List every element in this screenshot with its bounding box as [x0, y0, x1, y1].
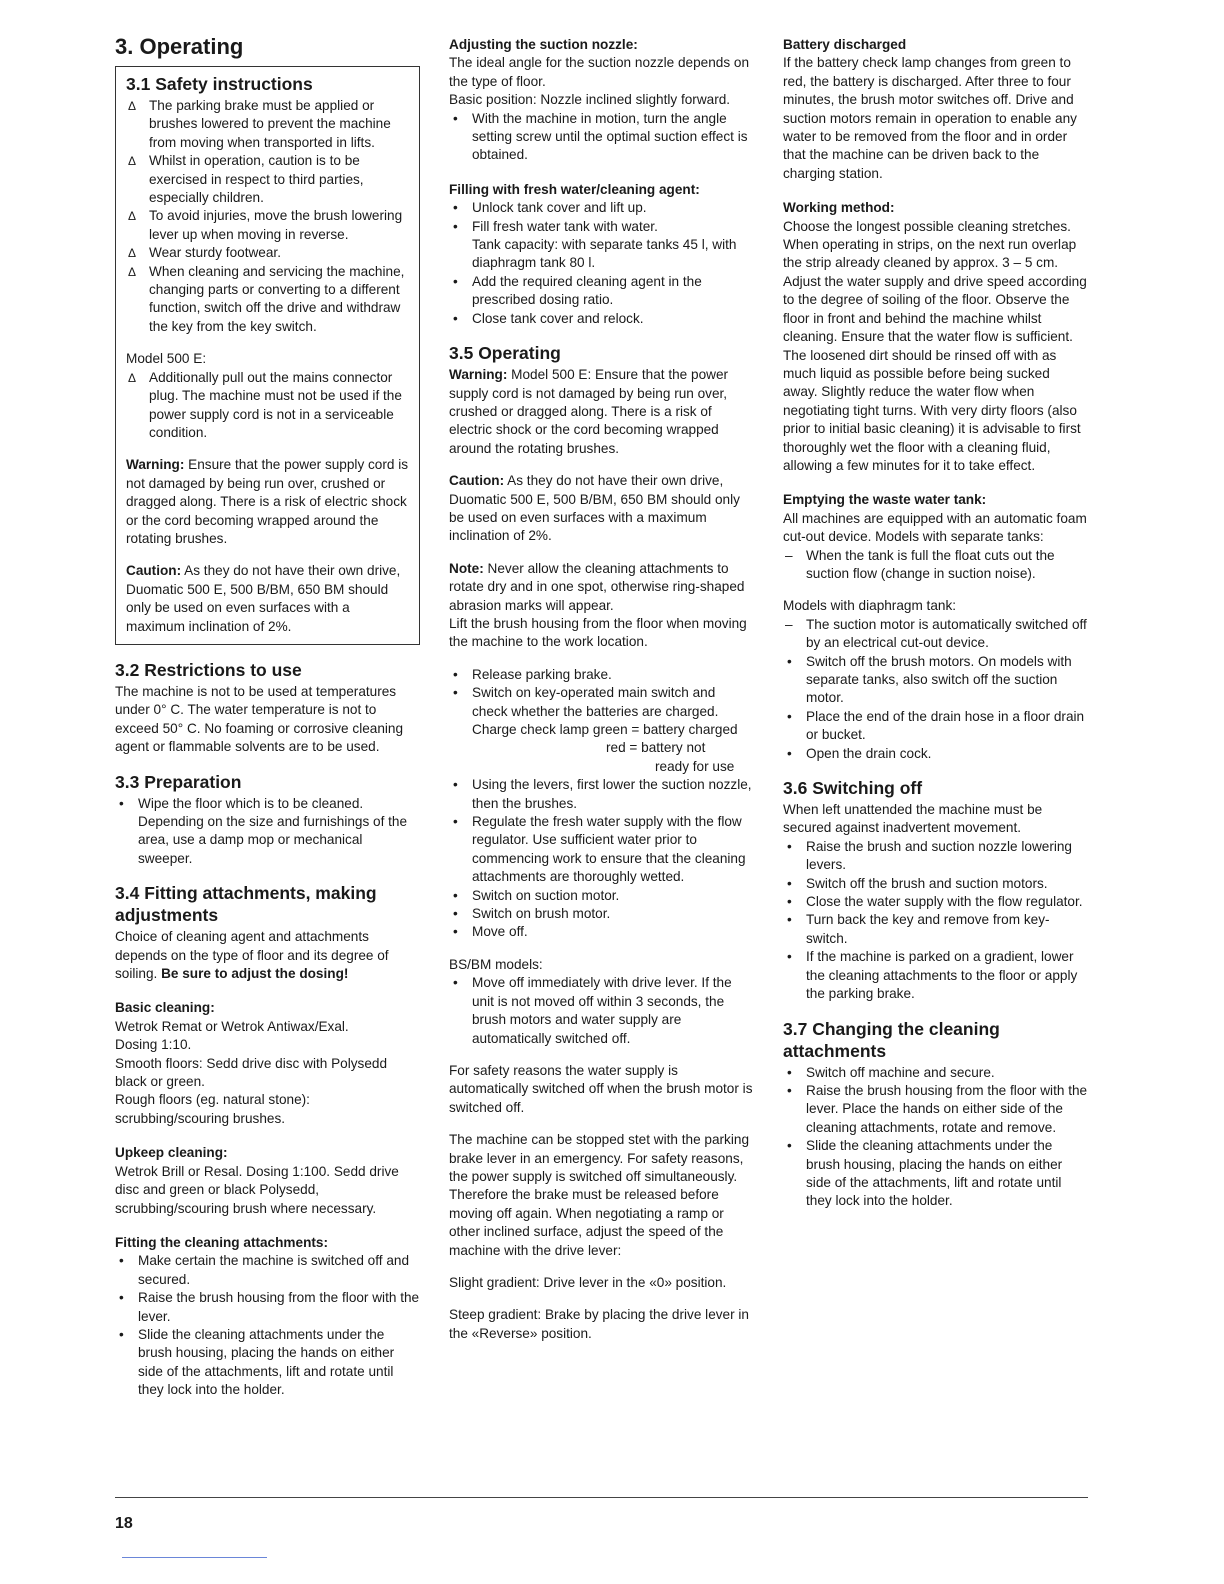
- list-item: • Raise the brush housing from the floor with the lever. Place the hands on either side of the cleaning attachments, rotate and remove.: [783, 1082, 1088, 1137]
- switching-off-list: [783, 838, 1088, 1004]
- list-item: – When the tank is full the float cuts out the suction flow (change in suction noise).: [783, 547, 1088, 584]
- working-heading: Working method:: [783, 200, 895, 216]
- fitting-list: [115, 1252, 420, 1399]
- fitting-heading: Fitting the cleaning attachments:: [115, 1234, 328, 1250]
- tank-capacity: Tank capacity: with separate tanks 45 l, with diaphragm tank 80 l.: [472, 237, 737, 271]
- basic-line: Rough floors (eg. natural stone): scrubbing/scouring brushes.: [115, 1092, 310, 1126]
- upkeep-text: Wetrok Brill or Resal. Dosing 1:100. Sedd drive disc and green or black Polysedd, scrubbing/scouring brush where necessary.: [115, 1163, 399, 1216]
- steep-gradient-text: Steep gradient: Brake by placing the drive lever in the «Reverse» position.: [449, 1307, 749, 1341]
- list-item: • With the machine in motion, turn the angle setting screw until the optimal suction effect is obtained.: [449, 110, 754, 165]
- warning-text: Ensure that the power supply cord is not damaged by being run over, crushed or dragged along. There is a risk of electric shock or the cord becoming wrapped around the rotating brushes.: [126, 457, 409, 546]
- list-item: • Slide the cleaning attachments under the brush housing, placing the hands on either side of the attachments, lift and rotate until they lock into the holder.: [115, 1326, 420, 1400]
- basic-line: Wetrok Remat or Wetrok Antiwax/Exal.: [115, 1018, 349, 1034]
- section-heading-3-6: 3.6 Switching off: [783, 778, 923, 799]
- list-item: • Switch on brush motor.: [449, 905, 754, 923]
- restrictions-text: The machine is not to be used at temperatures under 0° C. The water temperature is not to exceed 50° C. No foaming or corrosive cleaning agent or flammable solvents are to be used.: [115, 683, 404, 755]
- nozzle-heading: Adjusting the suction nozzle:: [449, 37, 638, 52]
- list-item: – The suction motor is automatically switched off by an electrical cut-out device.: [783, 616, 1088, 653]
- list-item: • Open the drain cock.: [783, 745, 1088, 763]
- list-item: • Wipe the floor which is to be cleaned. Depending on the size and furnishings of the area, use a damp mop or mechanical sweeper.: [115, 795, 420, 869]
- list-item: • If the machine is parked on a gradient, lower the cleaning attachments to the floor or apply the parking brake.: [783, 948, 1088, 1003]
- basic-cleaning-heading: Basic cleaning:: [115, 1000, 215, 1016]
- diaphragm-label: Models with diaphragm tank:: [783, 598, 957, 614]
- operating-list-b: [449, 776, 754, 942]
- list-item: Δ Whilst in operation, caution is to be exercised in respect to third parties, especially children.: [126, 152, 409, 207]
- nozzle-line: Basic position: Nozzle inclined slightly forward.: [449, 92, 731, 108]
- diaphragm-dash-list: [783, 616, 1088, 653]
- list-item: • Add the required cleaning agent in the prescribed dosing ratio.: [449, 273, 754, 310]
- list-item: • Switch off machine and secure.: [783, 1064, 1088, 1082]
- page-number: 18: [115, 1515, 133, 1532]
- list-item: [449, 218, 754, 273]
- note-text: Never allow the cleaning attachments to rotate dry and in one spot, otherwise ring-shaped abrasion marks will appear.: [449, 560, 745, 613]
- list-item: • Raise the brush and suction nozzle lowering levers.: [783, 838, 1088, 875]
- emptying-text: All machines are equipped with an automatic foam cut-out device. Models with separate tanks:: [783, 510, 1087, 545]
- list-item: Δ When cleaning and servicing the machine, changing parts or converting to a different function, switch off the drive and withdraw the key from the key switch.: [126, 263, 409, 337]
- working-text: Choose the longest possible cleaning stretches. When operating in strips, on the next run overlap the strip already cleaned by approx. 3 – 5 cm. Adjust the water supply and drive speed according to the degree of soiling of the floor. Observe the floor in front and behind the machine whilst cleaning. Ensure that the water flow is sufficient. The loosened dirt should be rinsed off with as much liquid as possible before being sucked away. Slightly reduce the water flow when negotiating tight turns. With very dirty floors (also prior to initial basic cleaning) it is advisable to first thoroughly wet the floor with a cleaning fluid, allowing a few minutes for it to take effect.: [783, 218, 1087, 473]
- list-item: • Switch on suction motor.: [449, 887, 754, 905]
- list-item: • Make certain the machine is switched off and secured.: [115, 1252, 420, 1289]
- section-heading-3-1: 3.1 Safety instructions: [126, 74, 313, 94]
- list-item: • Slide the cleaning attachments under the brush housing, placing the hands on either side of the attachments, lift and rotate until they lock into the holder.: [783, 1137, 1088, 1211]
- list-item: • Turn back the key and remove from key-switch.: [783, 911, 1088, 948]
- warning-text: Model 500 E: Ensure that the power supply cord is not damaged by being run over, crushed or dragged along. There is a risk of electric shock or the cord becoming wrapped around the rotating brushes.: [449, 367, 729, 456]
- list-item: • Place the end of the drain hose in a floor drain or bucket.: [783, 708, 1088, 745]
- section-heading-3-3: 3.3 Preparation: [115, 771, 242, 792]
- list-item: • Switch on key-operated main switch and check whether the batteries are charged.: [449, 684, 754, 721]
- basic-line: Smooth floors: Sedd drive disc with Polysedd black or green.: [115, 1055, 388, 1090]
- warning-label: Warning:: [126, 457, 185, 473]
- model-label: Model 500 E:: [126, 351, 207, 367]
- lamp-line-red: red = battery not: [606, 740, 706, 756]
- attachments-text-main: Choice of cleaning agent and attachments depends on the type of floor and its degree of soiling.: [115, 929, 389, 982]
- bsbm-list: [449, 974, 754, 1048]
- filling-heading: Filling with fresh water/cleaning agent:: [449, 181, 700, 197]
- note-label: Note:: [449, 560, 484, 576]
- filling-list: [449, 199, 754, 328]
- column-right: [783, 36, 1088, 1211]
- column-left: [115, 30, 420, 1400]
- safety-box: [115, 66, 420, 645]
- battery-text: If the battery check lamp changes from green to red, the battery is discharged. After three to four minutes, the brush motor switches off. Drive and suction motors remain in operation to enable any water to be removed from the floor and in order that the machine can be driven back to the charging station.: [783, 55, 1077, 181]
- diaphragm-list: [783, 653, 1088, 763]
- list-item: • Unlock tank cover and lift up.: [449, 199, 754, 217]
- safety-list: [126, 97, 409, 336]
- nozzle-line: The ideal angle for the suction nozzle depends on the type of floor.: [449, 55, 750, 89]
- list-item: • Switch off the brush and suction motors.: [783, 875, 1088, 893]
- section-heading-3-2: 3.2 Restrictions to use: [115, 659, 302, 680]
- list-item: • Close the water supply with the flow regulator.: [783, 893, 1088, 911]
- warning-paragraph: [449, 366, 754, 458]
- upkeep-cleaning-heading: Upkeep cleaning:: [115, 1145, 228, 1161]
- battery-heading: Battery discharged: [783, 37, 907, 52]
- page-title: 3. Operating: [115, 34, 244, 59]
- lamp-line-green: Charge check lamp green = battery charged: [472, 722, 738, 737]
- section-heading-3-5: 3.5 Operating: [449, 343, 561, 364]
- list-item: • Using the levers, first lower the suction nozzle, then the brushes.: [449, 776, 754, 813]
- emptying-list: [783, 547, 1088, 584]
- column-middle: [449, 36, 754, 1343]
- list-item: • Raise the brush housing from the floor with the lever.: [115, 1289, 420, 1326]
- list-item: Δ Additionally pull out the mains connector plug. The machine must not be used if the power supply cord is not in a serviceable condition.: [126, 369, 409, 443]
- caution-text: As they do not have their own drive, Duomatic 500 E, 500 B/BM, 650 BM should only be used on even surfaces with a maximum inclination of 2%.: [449, 473, 740, 544]
- changing-attachments-list: [783, 1064, 1088, 1211]
- model-list: [126, 369, 409, 443]
- warning-label: Warning:: [449, 367, 508, 383]
- stop-text: The machine can be stopped stet with the parking brake lever in an emergency. For safety reasons, the power supply is switched off simultaneously. Therefore the brake must be released before moving off again. When negotiating a ramp or other inclined surface, adjust the speed of the machine with the drive lever:: [449, 1132, 749, 1258]
- switching-off-text: When left unattended the machine must be secured against inadvertent movement.: [783, 802, 1043, 836]
- link-underline: [122, 1557, 267, 1558]
- lift-text: Lift the brush housing from the floor when moving the machine to the work location.: [449, 615, 747, 650]
- list-item: • Release parking brake.: [449, 666, 754, 684]
- list-item: • Regulate the fresh water supply with the flow regulator. Use sufficient water prior to commencing work to ensure that the cleaning attachments are thoroughly wetted.: [449, 813, 754, 887]
- attachments-text-bold: Be sure to adjust the dosing!: [161, 966, 349, 982]
- bsbm-label: BS/BM models:: [449, 956, 543, 972]
- list-item: • Move off.: [449, 923, 754, 941]
- preparation-list: [115, 795, 420, 869]
- list-item: Δ To avoid injuries, move the brush lowering lever up when moving in reverse.: [126, 207, 409, 244]
- list-item: Δ The parking brake must be applied or brushes lowered to prevent the machine from moving when transported in lifts.: [126, 97, 409, 152]
- filling-item-text: Fill fresh water tank with water.: [472, 218, 658, 234]
- caution-text: As they do not have their own drive, Duomatic 500 E, 500 B/BM, 650 BM should only be used on even surfaces with a maximum inclination of 2%.: [126, 563, 401, 634]
- footer-divider: [115, 1497, 1088, 1498]
- attachments-text: [115, 928, 420, 983]
- caution-paragraph: [126, 562, 409, 636]
- slight-gradient-text: Slight gradient: Drive lever in the «0» position.: [449, 1274, 727, 1290]
- nozzle-list: [449, 110, 754, 165]
- warning-paragraph: [126, 456, 409, 548]
- list-item: • Move off immediately with drive lever. If the unit is not moved off within 3 seconds, the brush motors and water supply are automatically switched off.: [449, 974, 754, 1048]
- caution-label: Caution:: [126, 563, 182, 579]
- emptying-heading: Emptying the waste water tank:: [783, 492, 987, 508]
- lamp-line-ready: ready for use: [655, 758, 735, 774]
- safety-text: For safety reasons the water supply is automatically switched off when the brush motor is switched off.: [449, 1062, 753, 1115]
- caution-paragraph: [449, 472, 754, 546]
- section-heading-3-7: 3.7 Changing the cleaning attachments: [783, 1018, 1000, 1061]
- list-item: • Switch off the brush motors. On models with separate tanks, also switch off the suction motor.: [783, 653, 1088, 708]
- basic-line: Dosing 1:10.: [115, 1037, 192, 1053]
- note-paragraph: [449, 560, 754, 615]
- section-heading-3-4: 3.4 Fitting attachments, making adjustments: [115, 883, 377, 926]
- caution-label: Caution:: [449, 473, 505, 489]
- list-item: Δ Wear sturdy footwear.: [126, 244, 409, 262]
- operating-list-a: [449, 666, 754, 721]
- list-item: • Close tank cover and relock.: [449, 310, 754, 328]
